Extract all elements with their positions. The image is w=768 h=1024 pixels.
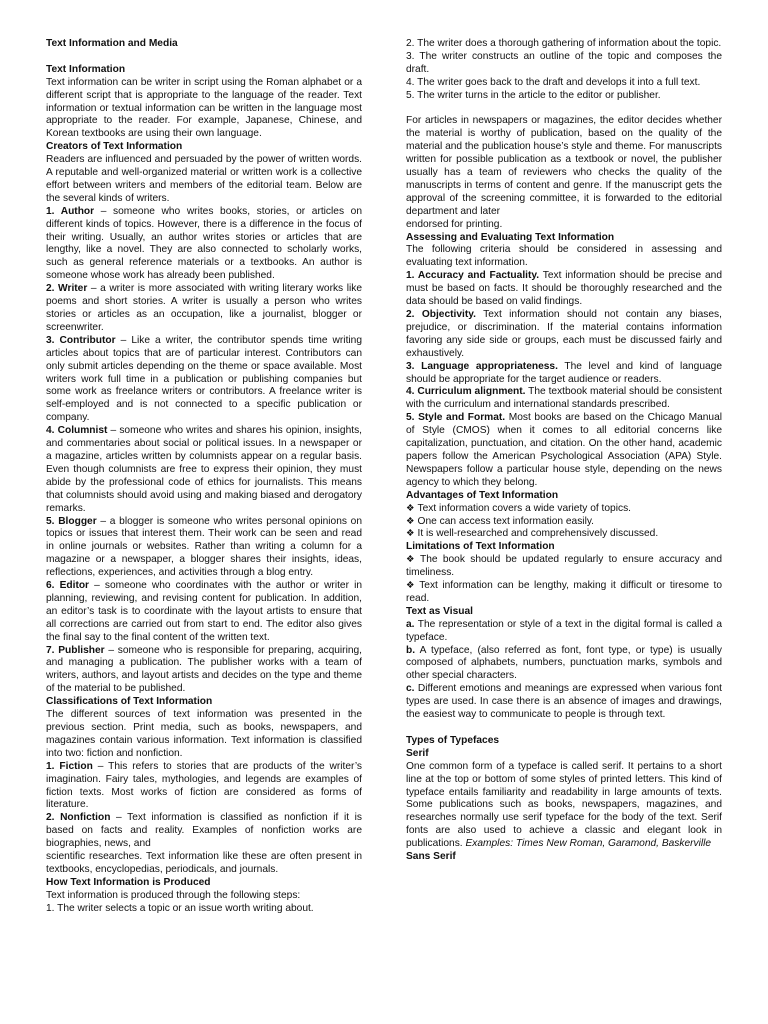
visual-item <box>406 645 722 684</box>
section-heading-limitations: Limitations of Text Information <box>406 541 555 553</box>
item-text: – someone who writes books, stories, or articles on different kinds of topics. However, there is a difference in the focus of their writing. Usually, an author writes stories or articles that are lengthy, like a novel. They are also connected to scholarly works, such as general reference materials or a textbooks. An author is someone whose work has already been published. <box>46 205 362 282</box>
step-item: 2. The writer does a thorough gathering of information about the topic. <box>406 38 722 49</box>
item-text: Text information should be precise and must be based on facts. It should be thoroughly researched and the data should be based on valid findings. <box>406 270 722 308</box>
section-heading-text-as-visual: Text as Visual <box>406 605 474 617</box>
advantage-item <box>406 516 722 529</box>
item-label: b. <box>406 644 416 656</box>
paragraph-creators-intro: Readers are influenced and persuaded by the power of written words. A reputable and well-organized material or written work is a collective effort between writers and members of the editorial team. Below are the several kinds of writers. <box>46 154 362 204</box>
item-label: 4. Curriculum alignment. <box>406 386 526 398</box>
creator-item-publisher <box>46 645 362 697</box>
step-item: 3. The writer constructs an outline of the topic and composes the draft. <box>406 50 722 75</box>
paragraph-classifications: The different sources of text information was presented in the previous section. Print media, such as books, newspapers, and magazines contain various information. Text information is classified into two: fiction and nonfiction. <box>46 709 362 759</box>
item-label: 1. Fiction <box>46 760 93 772</box>
item-text: The representation or style of a text in the digital formal is called a typeface. <box>406 618 722 643</box>
item-label: 2. Writer <box>46 283 88 295</box>
spacer <box>406 103 722 116</box>
item-text: – someone who is responsible for preparing, acquiring, and managing a publication. The publisher works with a team of writers, authors, and layout artists and decides on the type and theme of the material to be published. <box>46 644 362 695</box>
section-heading-classifications: Classifications of Text Information <box>46 696 213 708</box>
advantage-item <box>406 528 722 541</box>
limitation-item <box>406 580 722 606</box>
classification-item-fiction <box>46 761 362 813</box>
item-label: 3. Language appropriateness. <box>406 360 558 372</box>
creator-item-columnist <box>46 425 362 515</box>
subheading-serif: Serif <box>406 747 429 759</box>
section-heading-assessing: Assessing and Evaluating Text Information <box>406 231 615 243</box>
item-text: – Like a writer, the contributor spends time writing articles about topics that are of particular interest. Contributors can only submit articles depending on the theme or space available. Most writers work full time in a publication or publishing companies but some work as freelance writers or contributors. A freelance writer is self-employed and is not connected to a specific publication or company. <box>46 334 362 424</box>
step-item: 1. The writer selects a topic or an issue worth writing about. <box>46 902 314 914</box>
item-text: – a writer is more associated with writing literary works like poems and short stories. A writer is usually a person who writes stories or articles as an occupation, like a journalist, blogger or screenwriter. <box>46 283 362 333</box>
item-text: Different emotions and meanings are expressed when various font types are used. In case there is an absence of images and drawings, the easiest way to communicate to people is through text. <box>406 683 722 721</box>
limitation-item <box>406 554 722 580</box>
criteria-item-accuracy <box>406 270 722 309</box>
item-label: 5. Style and Format. <box>406 412 506 424</box>
item-text: – Text information is classified as nonfiction if it is based on facts and reality. Examples of nonfiction works are biographies, news, and <box>46 812 363 850</box>
creator-item-writer <box>46 283 362 335</box>
item-label: 6. Editor <box>46 580 90 592</box>
item-text: One can access text information easily. <box>417 515 595 527</box>
paragraph-articles-continued: endorsed for printing. <box>406 218 503 230</box>
item-label: 2. Objectivity. <box>406 309 476 321</box>
section-heading-creators: Creators of Text Information <box>46 141 183 153</box>
section-heading-types-of-typefaces: Types of Typefaces <box>406 734 500 746</box>
item-label: 4. Columnist <box>46 425 108 437</box>
diamond-bullet-icon: ❖ <box>406 580 417 592</box>
creator-item-blogger <box>46 516 362 581</box>
subheading-sans-serif: Sans Serif <box>406 851 456 863</box>
item-text: Most books are based on the Chicago Manual of Style (CMOS) when it comes to all editorial concerns like capitalization, punctuation, and citation. On the other hand, academic papers follow the American Psychological Association (APA) Style. Newspapers follow a particular house style, depending on the news agency to which they belong. <box>406 412 723 488</box>
paragraph-text-information: Text information can be writer in script using the Roman alphabet or a different script that is appropriate to the language of the reader. Text information or textual information can be written in the language most appropriate to the reader. For example, Japanese, Chinese, and Korean textbooks are using their own language. <box>46 76 362 140</box>
item-label: 3. Contributor <box>46 334 116 346</box>
item-text: Text information covers a wide variety of topics. <box>417 502 631 514</box>
criteria-item-style <box>406 412 722 489</box>
item-text: – a blogger is someone who writes personal opinions on topics or issues that interest them. Their work can be seen and read in online journals or websites. Rather than writing a column for a magazine or a newspaper, a blogger shares their insights, ideas, reflections, experiences, and activities through a blog entry. <box>46 515 362 579</box>
document-title: Text Information and Media <box>46 38 178 49</box>
item-label: a. <box>406 618 415 630</box>
step-item: 5. The writer turns in the article to the editor or publisher. <box>406 89 661 101</box>
item-text: Text information can be lengthy, making it difficult or tiresome to read. <box>406 580 722 604</box>
creator-item-editor <box>46 580 362 645</box>
paragraph-assessing: The following criteria should be considered in assessing and evaluating text information. <box>406 244 722 269</box>
step-item: 4. The writer goes back to the draft and develops it into a full text. <box>406 76 701 88</box>
item-text: A typeface, (also referred as font, font type, or type) is usually composed of alphabets, numbers, punctuation marks, symbols and other special characters. <box>406 644 722 682</box>
paragraph-articles: For articles in newspapers or magazines, the editor decides whether the material is worthy of publication, based on the quality of the material and the publication house’s style and theme. For manuscripts written for possible publication as a textbook or novel, the publisher usually has a team of reviewers who checks the quality of the manuscripts in terms of content and genre. If the manuscript gets the approval of the screening committee, it is forwarded to the editorial department and later <box>406 115 722 217</box>
item-label: c. <box>406 683 415 695</box>
paragraph-how-produced: Text information is produced through the following steps: <box>46 889 301 901</box>
serif-body: One common form of a typeface is called serif. It pertains to a short line at the top or bottom of some styles of printed letters. This kind of typeface entails familiarity and readability in large amounts of texts. Some publications such as books, newspapers, magazines, and researches normally use serif typeface for the body of the text. Serif fonts are also used to achieve a classic and elegant look in publications. <box>406 760 722 850</box>
visual-item <box>406 619 722 645</box>
left-column <box>46 38 362 916</box>
diamond-bullet-icon: ❖ <box>406 528 415 540</box>
paragraph-nonfiction-continued: scientific researches. Text information like these are often present in textbooks, encyclopedias, periodicals, and journals. <box>46 851 362 875</box>
item-text: The book should be updated regularly to ensure accuracy and timeliness. <box>406 554 722 579</box>
criteria-item-curriculum <box>406 386 722 412</box>
item-label: 5. Blogger <box>46 515 97 527</box>
right-column <box>406 38 722 864</box>
item-text: – someone who coordinates with the author or writer in planning, reviewing, and revising content for publication. In addition, an editor’s task is to coordinate with the layout artists to ensure that all corrections are carried out from start to end. The editor also gives the final say to the final content of the written text. <box>46 580 362 643</box>
section-heading-text-information: Text Information <box>46 63 126 75</box>
item-text: It is well-researched and comprehensively discussed. <box>417 528 659 540</box>
section-heading-advantages: Advantages of Text Information <box>406 489 559 501</box>
item-text: – someone who writes and shares his opinion, insights, and commentaries about social or political issues. In a newspaper or a magazine, articles written by columnists appear on a regular basis. Even though columnists are free to express their opinion, they must abide by the professional code of ethics for journalists. This means that columnists should avoid using and making biased and derogatory remarks. <box>46 425 362 514</box>
spacer <box>406 722 722 735</box>
spacer <box>46 51 362 64</box>
item-text: – This refers to stories that are products of the writer’s imagination. Fairy tales, mythologies, and legends are examples of fiction texts. Most works of fiction are considered as forms of literature. <box>46 760 362 811</box>
item-label: 1. Author <box>46 205 95 217</box>
criteria-item-language <box>406 361 722 387</box>
paragraph-serif <box>406 761 722 851</box>
visual-item <box>406 683 722 722</box>
item-label: 1. Accuracy and Factuality. <box>406 270 540 282</box>
item-text: The textbook material should be consistent with the curriculum and international standards prescribed. <box>406 386 722 411</box>
creator-item-contributor <box>46 335 362 425</box>
item-label: 7. Publisher <box>46 644 105 656</box>
section-heading-how-produced: How Text Information is Produced <box>46 876 211 888</box>
diamond-bullet-icon: ❖ <box>406 554 417 566</box>
item-label: 2. Nonfiction <box>46 812 111 824</box>
diamond-bullet-icon: ❖ <box>406 502 415 514</box>
classification-item-nonfiction <box>46 812 362 851</box>
creator-item-author <box>46 206 362 283</box>
criteria-item-objectivity <box>406 309 722 361</box>
diamond-bullet-icon: ❖ <box>406 515 415 527</box>
item-text: Text information should not contain any biases, prejudice, or discrimination. If the material contains information favoring any side side or groups, each must be discussed fairly and exhaustively. <box>406 309 722 359</box>
item-text: The level and kind of language should be appropriate for the target audience or readers. <box>406 360 722 385</box>
advantage-item <box>406 503 722 516</box>
serif-examples: Examples: Times New Roman, Garamond, Baskerville <box>465 838 712 850</box>
